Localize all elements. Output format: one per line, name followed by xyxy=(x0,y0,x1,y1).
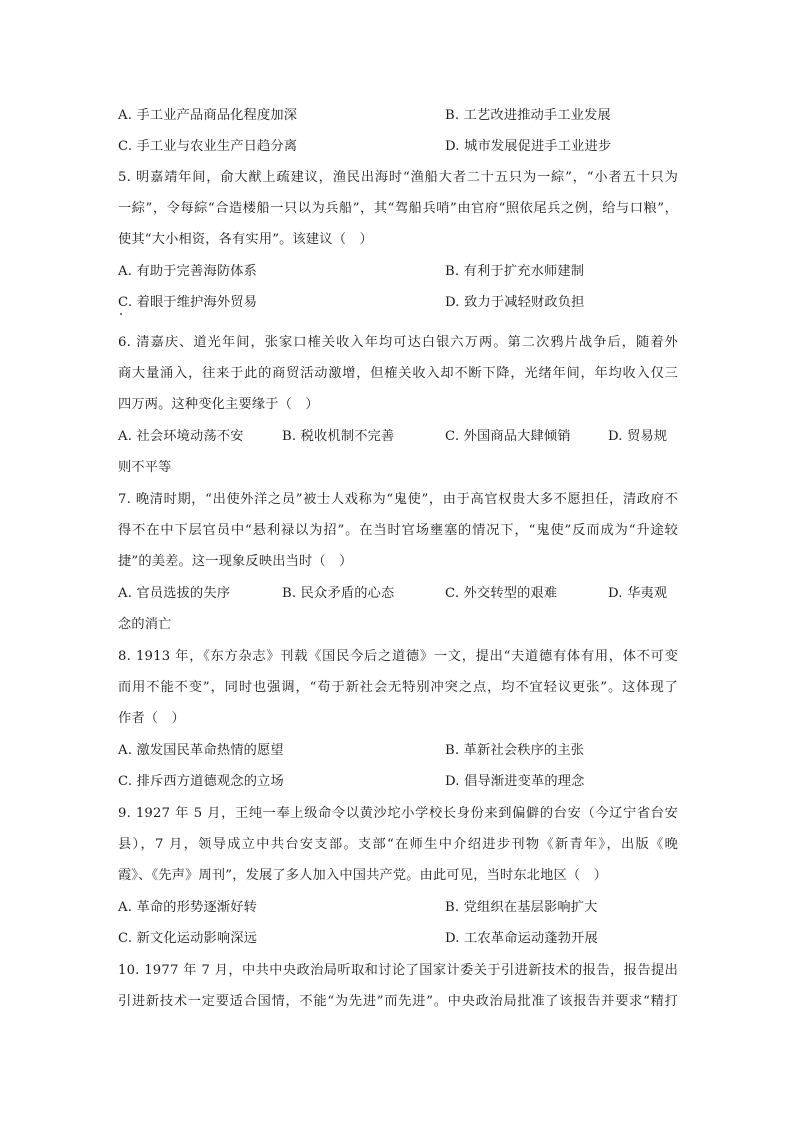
q7-stem-line-3: 捷”的美差。这一现象反映出当时（ ） xyxy=(118,554,353,569)
q8-stem-line-2: 而用不能不变”，同时也强调，“苟于新社会无特别冲突之点，均不宜轻议更张”。这体现了 xyxy=(118,680,678,695)
q8-option-a: A. 激发国民革命热情的愿望 xyxy=(118,743,284,758)
q6-stem-line-1: 6. 清嘉庆、道光年间，张家口榷关收入年均可达白银六万两。第二次鸦片战争后，随着外 xyxy=(118,335,678,350)
q4-option-a: A. 手工业产品商品化程度加深 xyxy=(118,108,298,123)
q4-option-b: B. 工艺改进推动手工业发展 xyxy=(445,108,611,123)
q4-option-d: D. 城市发展促进手工业进步 xyxy=(445,139,612,154)
q9-option-d: D. 工农革命运动蓬勃开展 xyxy=(445,931,598,946)
q9-option-a: A. 革命的形势逐渐好转 xyxy=(118,900,257,915)
q8-option-c: C. 排斥西方道德观念的立场 xyxy=(118,774,284,789)
q9-stem-line-1: 9. 1927 年 5 月，王纯一奉上级命令以黄沙坨小学校长身份来到偏僻的台安（今辽宁省台安 xyxy=(118,806,678,821)
q8-stem-line-1: 8. 1913 年，《东方杂志》刊载《国民今后之道德》一文，提出“夫道德有体有用，体不可变 xyxy=(118,649,678,664)
q7-stem-line-2: 得不在中下层官员中“悬利禄以为招”。在当时官场壅塞的情况下，“鬼使”反而成为“升途较 xyxy=(118,523,678,538)
q9-option-c: C. 新文化运动影响深远 xyxy=(118,931,258,946)
q5-option-a: A. 有助于完善海防体系 xyxy=(118,264,257,279)
q7-option-d-continued: 念的消亡 xyxy=(118,617,172,632)
q7-option-d: D. 华夷观 xyxy=(608,586,668,601)
q7-option-c: C. 外交转型的艰难 xyxy=(445,586,558,601)
q5-option-d: D. 致力于减轻财政负担 xyxy=(445,295,585,310)
q6-stem-line-2: 商大量涌入，往来于此的商贸活动激增，但榷关收入却不断下降，光绪年间，年均收入仅三 xyxy=(118,366,678,381)
q5-option-c: C. 着眼于维护海外贸易 xyxy=(118,295,258,310)
q5-option-b: B. 有利于扩充水师建制 xyxy=(445,264,585,279)
q8-option-b: B. 革新社会秩序的主张 xyxy=(445,743,585,758)
q5-stem-line-2: 一綜”，令每綜“合造楼船一只以为兵船”，其“驾船兵哨”由官府“照依尾兵之例，给与口粮”， xyxy=(118,201,678,216)
q7-option-b: B. 民众矛盾的心态 xyxy=(282,586,395,601)
q9-stem-line-3: 霞》、《先声》周刊”，发展了多人加入中国共产党。由此可见，当时东北地区（ ） xyxy=(118,868,608,883)
q7-option-a: A. 官员选拔的失序 xyxy=(118,586,231,601)
stray-mark xyxy=(120,313,122,315)
q5-stem-line-1: 5. 明嘉靖年间，俞大猷上疏建议，渔民出海时“渔船大者二十五只为一綜”，“小者五十只为 xyxy=(118,170,678,185)
q8-option-d: D. 倡导渐进变革的理念 xyxy=(445,774,585,789)
q6-option-b: B. 税收机制不完善 xyxy=(282,429,395,444)
q8-stem-line-3: 作者（ ） xyxy=(118,711,185,726)
q10-stem-line-2: 引进新技术一定要适合国情，不能“为先进”而先进”。中央政治局批准了该报告并要求“精打 xyxy=(118,994,678,1009)
q6-stem-line-3: 四万两。这种变化主要缘于（ ） xyxy=(118,397,319,412)
q6-option-d-continued: 则不平等 xyxy=(118,460,172,475)
q7-stem-line-1: 7. 晚清时期，“出使外洋之员”被士人戏称为“鬼使”，由于高官权贵大多不愿担任，清政府不 xyxy=(118,492,678,507)
q10-stem-line-1: 10. 1977 年 7 月，中共中央政治局听取和讨论了国家计委关于引进新技术的报告，报告提出 xyxy=(118,963,678,978)
q6-option-c: C. 外国商品大肆倾销 xyxy=(445,429,571,444)
q9-stem-line-2: 县），7 月，领导成立中共台安支部。支部“在师生中介绍进步刊物《新青年》，出版《晚 xyxy=(118,837,678,852)
q6-option-d: D. 贸易规 xyxy=(608,429,668,444)
q9-option-b: B. 党组织在基层影响扩大 xyxy=(445,900,598,915)
q6-option-a: A. 社会环境动荡不安 xyxy=(118,429,244,444)
q5-stem-line-3: 使其“大小相资，各有实用”。该建议（ ） xyxy=(118,232,373,247)
q4-option-c: C. 手工业与农业生产日趋分离 xyxy=(118,139,298,154)
